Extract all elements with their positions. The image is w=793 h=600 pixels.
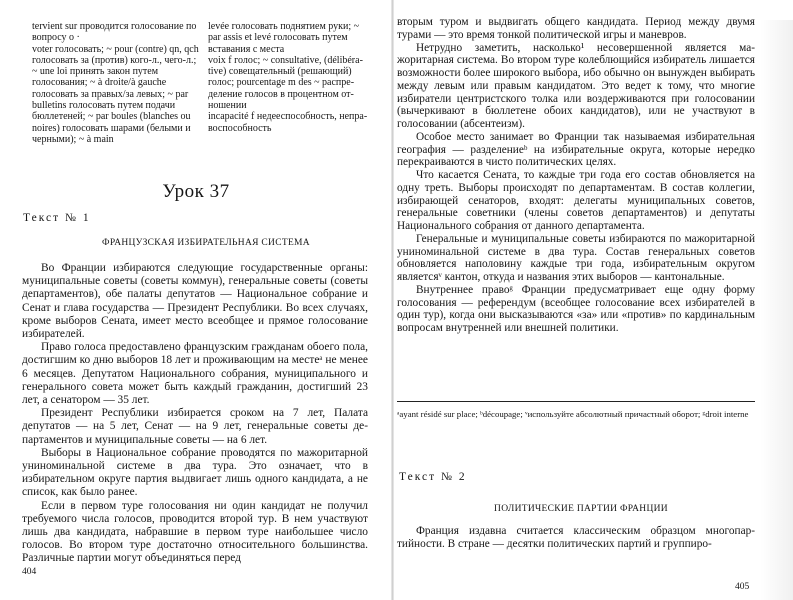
body-text [22, 262, 368, 566]
paragraph: Нетрудно заметить, насколько¹ несовершенной является мажоритарная система. Во втором туре колеблющийся избиратель лишается возможности более широкого выбора, ибо обычно он вынужден выбирать между левым или правым кандидатом. Это ведет к тому, что многие избиратели центристского толка или воздерживаются при голосовании (вычеркивают в бюллетене обоих кандидатов), или не участвуют в голосовании (абсентеизм). [397, 41, 755, 130]
vocabulary-column-2 [208, 21, 372, 134]
left-page [0, 0, 392, 600]
paragraph: Выборы в Национальное собрание проводятся по мажоритарной униноминальной системе в два тура. Это означает, что в избирательном округе партия выдвигает лишь одного кандидата, а не список, как было ранее. [22, 446, 368, 499]
vocabulary-column-1 [32, 21, 200, 145]
paragraph: Франция издавна считается классическим образцом многопартийности. В стране — десятки политических партий и группиро- [397, 525, 755, 550]
paragraph: Генеральные и муниципальные советы избираются по мажоритарной униноминальной системе в два тура. Состав генеральных советов обновляется наполовину каждые три года, избирательным округом являетсяᵛ кантон, откуда и названия этих выборов — кантональные. [397, 232, 755, 283]
text-number: Текст № 1 [23, 212, 91, 224]
paragraph: Что касается Сената, то каждые три года его состав обновляется на одну треть. Выборы происходят по департаментам. В состав коллегии, избирающей сенаторов, входят: делегаты муниципальных советов, генеральные советники (члены советов департаментов) и депутаты Национального собрания от данного департамента. [397, 169, 755, 232]
page-number: 404 [22, 567, 37, 577]
paragraph: Во Франции избираются следующие государственные органы: муниципальные советы (советы коммун), генеральные советы (советы департаментов), обе палаты депутатов — Национальное собрание и Сенат и глава государства — Президент Республики. Во всех случаях, кроме выборов Сената, имеет место всеобщее и прямое голосование избирателей. [22, 262, 368, 341]
vocab-entry: levée голосовать поднятием руки; ~ par assis et levé голосовать путем вставания с места [208, 21, 360, 55]
page-number: 405 [735, 582, 750, 592]
paragraph: Если в первом туре голосования ни один кандидат не получил требуемого числа голосов, проводится второй тур. В нем участвуют лишь два кандидата, набравшие в первом туре наибольшее число голосов. Во втором туре достаточно относительного большинства. Различные партии могут объединяться перед [22, 499, 368, 565]
vocab-entry: voix f голос; ~ consultative, (délibérative) совещательный (решающий) голос; pourcentage m des ~ распределение голосов в процентном отношении [208, 54, 363, 112]
paragraph: Особое место занимает во Франции так называемая избирательная география — разделениеᵇ на избирательные округа, которые нередко перекраиваются в чисто политических целях. [397, 130, 755, 169]
vocab-entry: incapacité f недееспособность, неправоспособность [208, 111, 368, 134]
vocab-entry: voter голосовать; ~ pour (contre) qn, qch голосовать за (против) кого-л., чего-л.; ~ une loi принять закон путем голосования; ~ à droite/à gauche голосовать за правых/за левых; ~ par bulletins голосовать путем подачи бюллетеней; ~ par boules (blanches ou noires) голосовать шарами (белыми и черными); ~ à main [32, 43, 199, 145]
body-text [397, 525, 755, 551]
body-text [397, 16, 755, 335]
lesson-title: Урок 37 [162, 181, 230, 202]
section-title: ПОЛИТИЧЕСКИЕ ПАРТИИ ФРАНЦИИ [494, 504, 668, 514]
paragraph: вторым туром и выдвигать общего кандидата. Период между двумя турами — это время тонкой политической игры и маневров. [397, 16, 755, 41]
paragraph: Право голоса предоставлено французским гражданам обоего пола, достигшим ко дню выборов 18 лет и проживающим на местеᵃ не менее 6 месяцев. Депутатом Национального собрания, муниципального и генерального совета может быть каждый гражданин, достигший 23 лет, а сенатором — 35 лет. [22, 341, 368, 407]
section-title: ФРАНЦУЗСКАЯ ИЗБИРАТЕЛЬНАЯ СИСТЕМА [102, 238, 310, 248]
vocab-entry: tervient sur проводится голосование по вопросу о · [32, 21, 197, 44]
text-number: Текст № 2 [399, 471, 467, 483]
footnote-divider [397, 401, 755, 402]
paragraph: Внутреннее правоᵍ Франции предусматривает еще одну форму голосования — референдум (всеобщее голосование всех избирателей в один тур), когда они высказываются «за» или «против» по кардинальным вопросам внутренней или внешней политики. [397, 283, 755, 334]
paragraph: Президент Республики избирается сроком на 7 лет, Палата депутатов — на 5 лет, Сенат — на 9 лет, генеральные советы департаментов и муниципальные советы — на 6 лет. [22, 407, 368, 446]
footnote: ᵃayant résidé sur place; ᵇdécoupage; ᵛиспользуйте абсолютный причастный оборот; ᵍdroit interne [397, 409, 749, 419]
